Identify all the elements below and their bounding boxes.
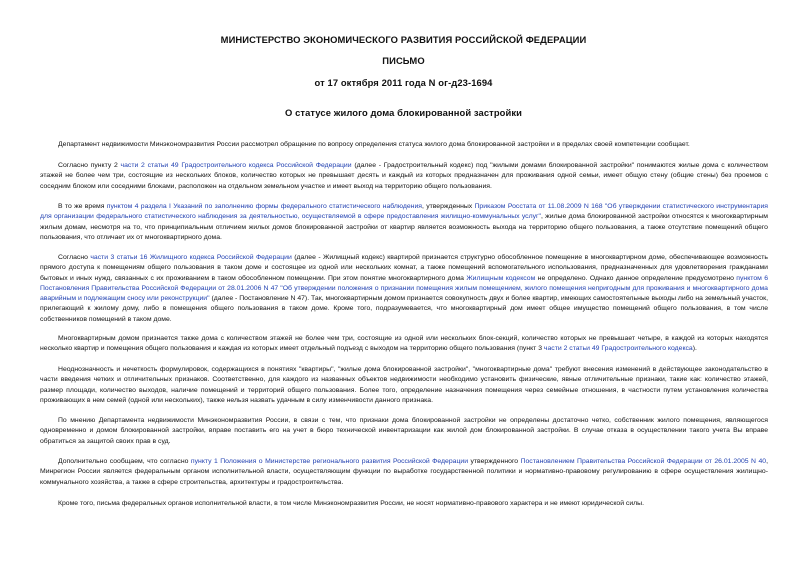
paragraph-text: В то же время	[58, 203, 107, 210]
paragraph-text: Дополнительно сообщаем, что согласно	[58, 458, 191, 465]
paragraph-text: не определено. Однако данное определение предусмотрено	[535, 274, 737, 282]
paragraph-text: (далее - Жилищный кодекс) квартирой признается структурно обособленное помещение в многоквартирном доме, обеспечивающее возможность прямого доступа к помещениям общего пользования в таком доме и состоящее из одной или нескольких комнат, а также помещений вспомогательного использования, предназначенных для удовлетворения гражданами бытовых и иных нужд, связанных с их проживанием в таком обособленном помещении. При этом понятие многоквартирного дома	[40, 254, 768, 282]
paragraph-text: (далее - Постановление N 47). Так, многоквартирным домом признается совокупность двух и более квартир, имеющих самостоятельные выходы либо на земельный участок, прилегающий к жилому дому, либо в помещения общего пользования в таком доме. Кроме того, подразумевается, что многоквартирный дом имеет общее имущество помещений общего пользования, в том числе собственников помещений в таком доме.	[40, 295, 769, 323]
paragraph-text: , жилые дома блокированной застройки относятся к многоквартирным жилым домам, несмотря на то, что принципиальным отличием жилых домов блокированной застройки от квартир является возможность выхода на территорию общего пользования, а также отсутствие помещений общего пользования, что отличает их от многоквартирного дома.	[40, 213, 768, 241]
document-date-number: от 17 октября 2011 года N ог-д23-1694	[314, 77, 493, 88]
link-government-decree-40[interactable]: Постановлением Правительства Российской Федерации от 26.01.2005 N 40	[520, 458, 767, 465]
paragraph-text: Согласно	[58, 254, 91, 261]
link-rosstat-order-168[interactable]: Приказом Росстата от 11.08.2009 N 168 "Об утверждении статистического инструментария для организации федерального статистического наблюдения за деятельностью, осуществляемой в сфере предоставления жилищно-коммунальных услуг"	[40, 203, 768, 221]
paragraph-text: (далее - Градостроительный кодекс) под "жилыми домами блокированной застройки" понимаются жилые дома с количеством этажей не более чем три, состоящие из нескольких блоков, количество которых не превышает десять и каждый из которых предназначен для проживания одной семьи, имеет общую стену (общие стены) без проемов с соседним блоком или соседними блоками, расположен на отдельном земельном участке и имеет выход на территорию общего пользования.	[40, 162, 768, 190]
link-urban-planning-code-art49[interactable]: части 2 статьи 49 Градостроительного кодекса Российской Федерации	[120, 162, 352, 169]
paragraph-text: , Минрегион России является федеральным органом исполнительной власти, осуществляющим функции по выработке государственной политики и нормативно-правовому регулированию в сфере осуществления жилищно-коммунального хозяйства, а также в сфере строительства, архитектуры и градостроительства.	[40, 458, 768, 486]
paragraph-6	[40, 365, 768, 406]
paragraph-5	[40, 334, 768, 355]
link-government-decree-47[interactable]: пунктом 6 Постановления Правительства Российской Федерации от 28.01.2006 N 47 "Об утверждении положения о признании помещения жилым помещением, жилого помещения непригодным для проживания и многоквартирного дома аварийным и подлежащим сносу или реконструкции"	[40, 274, 769, 303]
paragraph-8	[40, 457, 768, 488]
paragraph-text: , утвержденных	[421, 203, 475, 210]
link-minregion-regulation[interactable]: пункту 1 Положения о Министерстве регионального развития Российской Федерации	[190, 458, 469, 465]
paragraph-9	[40, 499, 768, 509]
paragraph-text: По мнению Департамента недвижимости Минэкономразвития России, в связи с тем, что признаки дома блокированной застройки не определены достаточно четко, собственник жилого помещения, являющегося одновременно и домом блокированной застройки, вправе поставить его на учет в бюро технической инвентаризации как жилой дом блокированной застройки. В случае отказа в осуществлении такого учета Вы вправе обратиться за защитой своих прав в суд.	[40, 417, 768, 445]
paragraph-text: утвержденного	[468, 458, 521, 465]
link-housing-code-art16[interactable]: части 3 статьи 16 Жилищного кодекса Российской Федерации	[90, 254, 292, 261]
paragraph-text: Многоквартирным домом признается также дома с количеством этажей не более чем три, состоящие из одной или нескольких блок-секций, количество которых не превышает четыре, в каждой из которых находятся несколько квартир и помещения общего пользования и каждая из которых имеет отдельный подъезд с выходом на территорию общего пользования (пункт 3	[40, 335, 768, 353]
paragraph-text: Кроме того, письма федеральных органов исполнительной власти, в том числе Минэкономразвития России, не носят нормативно-правового характера и не имеют юридической силы.	[58, 500, 644, 507]
paragraph-1	[40, 140, 768, 150]
paragraph-3	[40, 202, 768, 243]
paragraph-text: Департамент недвижимости Минэкономразвития России рассмотрел обращение по вопросу определения статуса жилого дома блокированной застройки и в пределах своей компетенции сообщает.	[58, 141, 690, 148]
paragraph-text: Неоднозначность и нечеткость формулировок, содержащихся в понятиях "квартиры", "жилые дома блокированной застройки", "многоквартирные дома" требуют внесения изменений в действующее законодательство в части введения четких и отличительных признаков. Соответственно, для каждого из названных объектов недвижимости необходимо установить физические, явные отличительные признаки, такие как: количество этажей, размер площади, количество выходов, наличие помещений и территорий общего пользования. Более того, определение назначения помещения через семейные отношения, в частности путем установления количества проживающих в нем семей (одной или нескольких), также нельзя назвать удачным в силу изменчивости данного признака.	[40, 366, 768, 404]
paragraph-2	[40, 161, 768, 192]
link-statistics-instructions[interactable]: пунктом 4 раздела I Указаний по заполнению формы федерального статистического наблюдения	[106, 203, 422, 210]
paragraph-7	[40, 416, 768, 447]
link-urban-planning-code-art49-2[interactable]: части 2 статьи 49 Градостроительного кодекса	[543, 345, 693, 353]
link-housing-code[interactable]: Жилищным кодексом	[466, 274, 536, 282]
ministry-title: МИНИСТЕРСТВО ЭКОНОМИЧЕСКОГО РАЗВИТИЯ РОССИЙСКОЙ ФЕДЕРАЦИИ	[220, 34, 587, 45]
paragraph-text: ).	[692, 345, 697, 353]
paragraph-text: Согласно пункту 2	[58, 162, 121, 169]
document-subject: О статусе жилого дома блокированной застройки	[284, 107, 523, 118]
paragraph-4	[40, 253, 768, 325]
document-type: ПИСЬМО	[382, 55, 425, 66]
